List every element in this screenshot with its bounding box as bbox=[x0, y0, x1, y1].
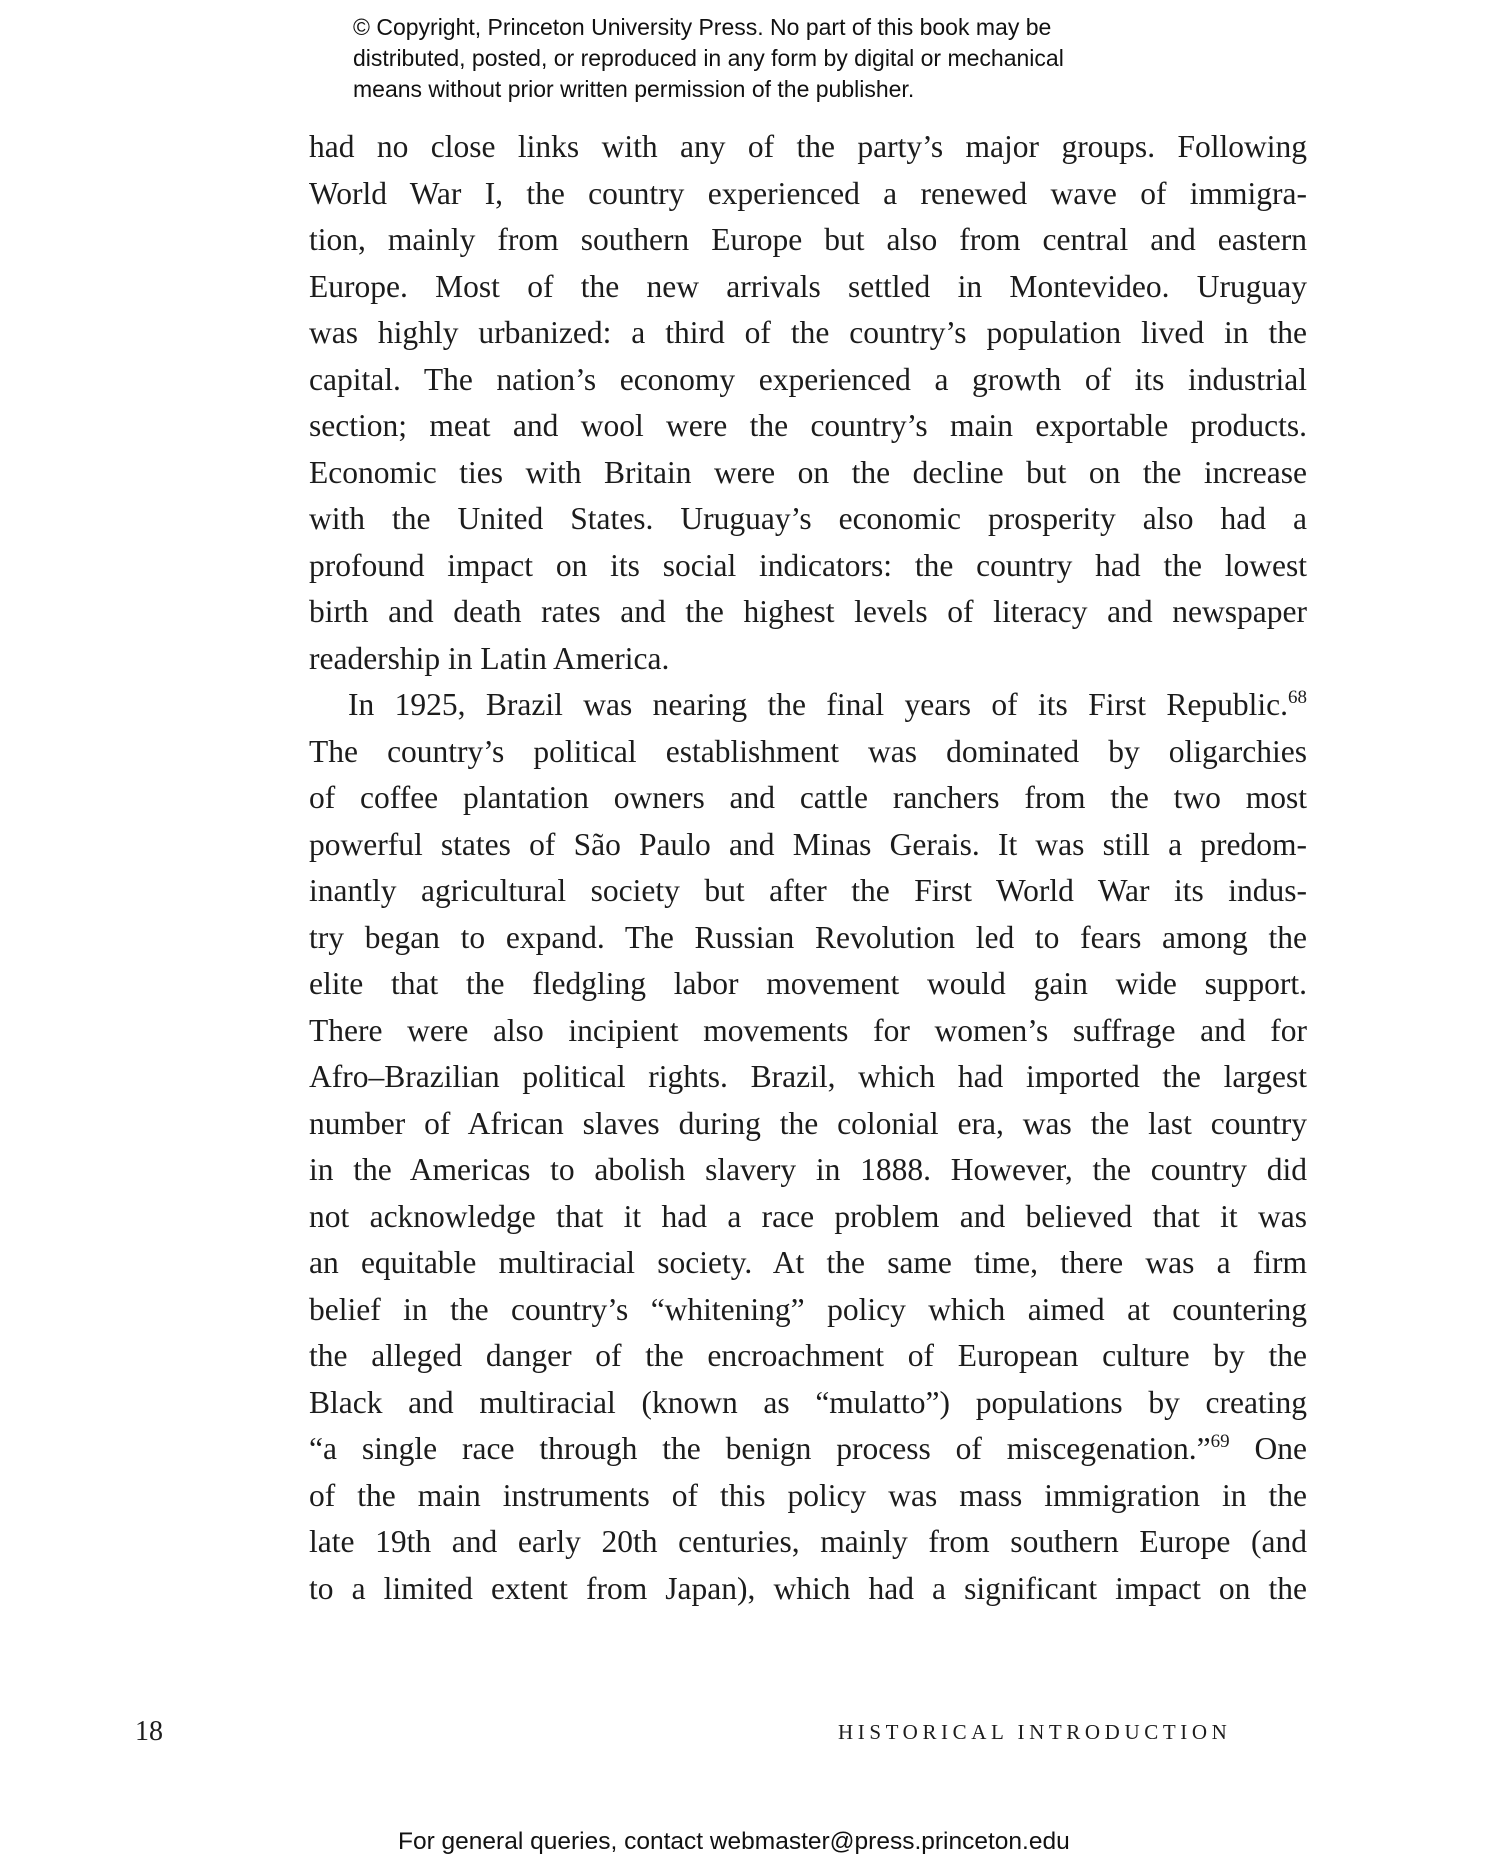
text-line bbox=[309, 682, 1307, 729]
copyright-line: means without prior written permission of the publisher. bbox=[353, 76, 915, 102]
text-line: was highly urbanized: a third of the country’s population lived in the bbox=[309, 315, 1307, 350]
text-run: One bbox=[1229, 1431, 1307, 1466]
paragraph-2 bbox=[309, 682, 1307, 1612]
text-line: number of African slaves during the colonial era, was the last country bbox=[309, 1105, 1307, 1141]
text-line: try began to expand. The Russian Revolution led to fears among the bbox=[309, 919, 1307, 955]
text-line: not acknowledge that it had a race problem and believed that it was bbox=[309, 1198, 1307, 1234]
contact-line: For general queries, contact webmaster@press.princeton.edu bbox=[398, 1828, 1070, 1855]
text-line: to a limited extent from Japan), which had a significant impact on the bbox=[309, 1570, 1307, 1606]
text-line: section; meat and wool were the country’s main exportable products. bbox=[309, 408, 1307, 443]
text-line: readership in Latin America. bbox=[309, 640, 670, 676]
text-run: “a single race through the benign process of miscegenation.” bbox=[309, 1431, 1211, 1466]
text-line: birth and death rates and the highest levels of literacy and newspaper bbox=[309, 594, 1307, 629]
text-line: There were also incipient movements for women’s suffrage and for bbox=[309, 1012, 1307, 1048]
text-line: Afro–Brazilian political rights. Brazil, which had imported the largest bbox=[309, 1059, 1307, 1094]
text-line: elite that the fledgling labor movement would gain wide support. bbox=[309, 966, 1307, 1001]
footnote-ref-68[interactable]: 68 bbox=[1288, 687, 1307, 708]
text-line: tion, mainly from southern Europe but also from central and eastern bbox=[309, 222, 1307, 257]
text-line: an equitable multiracial society. At the same time, there was a firm bbox=[309, 1245, 1307, 1280]
text-line: belief in the country’s “whitening” policy which aimed at countering bbox=[309, 1291, 1307, 1327]
text-line: Europe. Most of the new arrivals settled in Montevideo. Uruguay bbox=[309, 268, 1307, 304]
text-line: Black and multiracial (known as “mulatto”) populations by creating bbox=[309, 1384, 1307, 1420]
text-line: capital. The nation’s economy experienced a growth of its industrial bbox=[309, 361, 1307, 397]
text-line: in the Americas to abolish slavery in 1888. However, the country did bbox=[309, 1152, 1307, 1187]
text-line bbox=[309, 1426, 1307, 1473]
text-line: with the United States. Uruguay’s economic prosperity also had a bbox=[309, 501, 1307, 536]
running-head: HISTORICAL INTRODUCTION bbox=[838, 1720, 1232, 1744]
text-line: late 19th and early 20th centuries, mainly from southern Europe (and bbox=[309, 1524, 1307, 1559]
text-line: inantly agricultural society but after the First World War its indus- bbox=[309, 873, 1307, 908]
text-line: powerful states of São Paulo and Minas Gerais. It was still a predom- bbox=[309, 826, 1307, 862]
footnote-ref-69[interactable]: 69 bbox=[1210, 1431, 1230, 1452]
text-run: In 1925, Brazil was nearing the final years of its First Republic. bbox=[348, 687, 1288, 722]
text-line: Economic ties with Britain were on the decline but on the increase bbox=[309, 454, 1307, 490]
text-line: the alleged danger of the encroachment of European culture by the bbox=[309, 1338, 1307, 1373]
copyright-line: distributed, posted, or reproduced in any form by digital or mechanical bbox=[353, 45, 1064, 71]
text-line: of the main instruments of this policy was mass immigration in the bbox=[309, 1477, 1307, 1513]
text-line: World War I, the country experienced a renewed wave of immigra- bbox=[309, 175, 1307, 211]
text-line: of coffee plantation owners and cattle ranchers from the two most bbox=[309, 780, 1307, 815]
copyright-notice bbox=[353, 12, 1173, 105]
paragraph-1 bbox=[309, 124, 1307, 682]
page-number: 18 bbox=[135, 1716, 163, 1747]
copyright-line: © Copyright, Princeton University Press. No part of this book may be bbox=[353, 14, 1052, 40]
text-line: had no close links with any of the party’s major groups. Following bbox=[309, 129, 1307, 164]
text-line: The country’s political establishment was dominated by oligarchies bbox=[309, 733, 1307, 769]
body-text bbox=[309, 124, 1307, 1612]
text-line: profound impact on its social indicators: the country had the lowest bbox=[309, 547, 1307, 583]
